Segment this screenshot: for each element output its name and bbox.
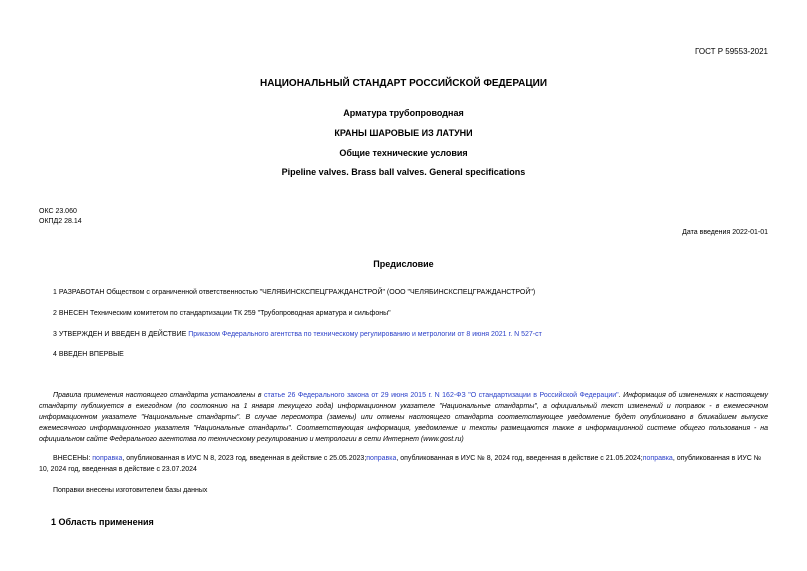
- amendment-link-2023[interactable]: поправка: [92, 455, 123, 462]
- okpd-code: ОКПД2 28.14: [39, 218, 82, 225]
- preface-item-developed: 1 РАЗРАБОТАН Обществом с ограниченной ответственностью "ЧЕЛЯБИНСКСПЕЦГРАЖДАНСТРОЙ" (ООО "ЧЕЛЯБИНСКСПЕЦГРАЖДАНСТРОЙ"): [53, 289, 536, 296]
- federal-law-link[interactable]: статье 26 Федерального закона от 29 июня 2015 г. N 162-ФЗ "О стандартизации в Российской Федерации": [263, 392, 619, 399]
- amendments-label: ВНЕСЕНЫ:: [53, 455, 93, 462]
- order-link[interactable]: Приказом Федерального агентства по техническому регулированию и метрологии от 8 июня 2021 г. N 527-ст: [188, 331, 542, 338]
- document-title: НАЦИОНАЛЬНЫЙ СТАНДАРТ РОССИЙСКОЙ ФЕДЕРАЦИИ: [259, 78, 548, 89]
- intro-date: Дата введения 2022-01-01: [682, 229, 768, 236]
- preface-item-submitted: 2 ВНЕСЕН Техническим комитетом по стандартизации ТК 259 "Трубопроводная арматура и сильфоны": [53, 310, 391, 317]
- rules-text-end: . Информация об изменениях к настоящему стандарту публикуется в ежегодном (по состоянию на 1 января текущего года) информационном указателе "Национальные стандарты", а официальный текст изменений и поправок - в ежемесячном информационном указателе "Национальные стандарты". В случае пересмотра (замены) или отмены настоящего стандарта соответствующее уведомление будет опубликовано в ближайшем выпуске ежемесячного информационного указателя "Национальные стандарты". Соответствующая информация, уведомление и тексты размещаются также в информационной системе общего пользования - на официальном сайте Федерального агентства по техническому регулированию и метрологии в сети Интернет (www.gost.ru): [39, 392, 768, 443]
- preface-item-approved-text: 3 УТВЕРЖДЕН И ВВЕДЕН В ДЕЙСТВИЕ: [53, 331, 189, 338]
- amendments-paragraph: [39, 453, 768, 475]
- document-subtitle-category: Арматура трубопроводная: [343, 108, 464, 118]
- amendment-text-2024-may: , опубликованная в ИУС № 8, 2024 год, введенная в действие с 21.05.2024;: [396, 455, 643, 462]
- amendment-link-2024-may[interactable]: поправка: [366, 455, 397, 462]
- application-rules-paragraph: [39, 390, 768, 445]
- database-note: Поправки внесены изготовителем базы данных: [53, 487, 208, 494]
- classification-codes: [39, 207, 82, 227]
- gost-number: ГОСТ Р 59553-2021: [695, 47, 768, 56]
- preface-heading: Предисловие: [373, 259, 434, 269]
- amendment-text-2024-july: , опубликованная в ИУС № 10, 2024 год, введенная в действие с 23.07.2024: [39, 455, 762, 473]
- rules-text-start: Правила применения настоящего стандарта установлены в: [53, 392, 264, 399]
- preface-item-approved: [53, 331, 542, 338]
- oks-code: ОКС 23.060: [39, 208, 77, 215]
- amendment-link-2024-july[interactable]: поправка: [642, 455, 673, 462]
- amendment-text-2023: , опубликованная в ИУС N 8, 2023 год, введенная в действие с 25.05.2023;: [122, 455, 367, 462]
- document-subtitle-name: КРАНЫ ШАРОВЫЕ ИЗ ЛАТУНИ: [334, 128, 473, 138]
- document-subtitle-english: Pipeline valves. Brass ball valves. General specifications: [281, 167, 526, 177]
- section-heading-scope: 1 Область применения: [51, 517, 154, 527]
- preface-item-introduced: 4 ВВЕДЕН ВПЕРВЫЕ: [53, 351, 124, 358]
- document-subtitle-conditions: Общие технические условия: [339, 148, 468, 158]
